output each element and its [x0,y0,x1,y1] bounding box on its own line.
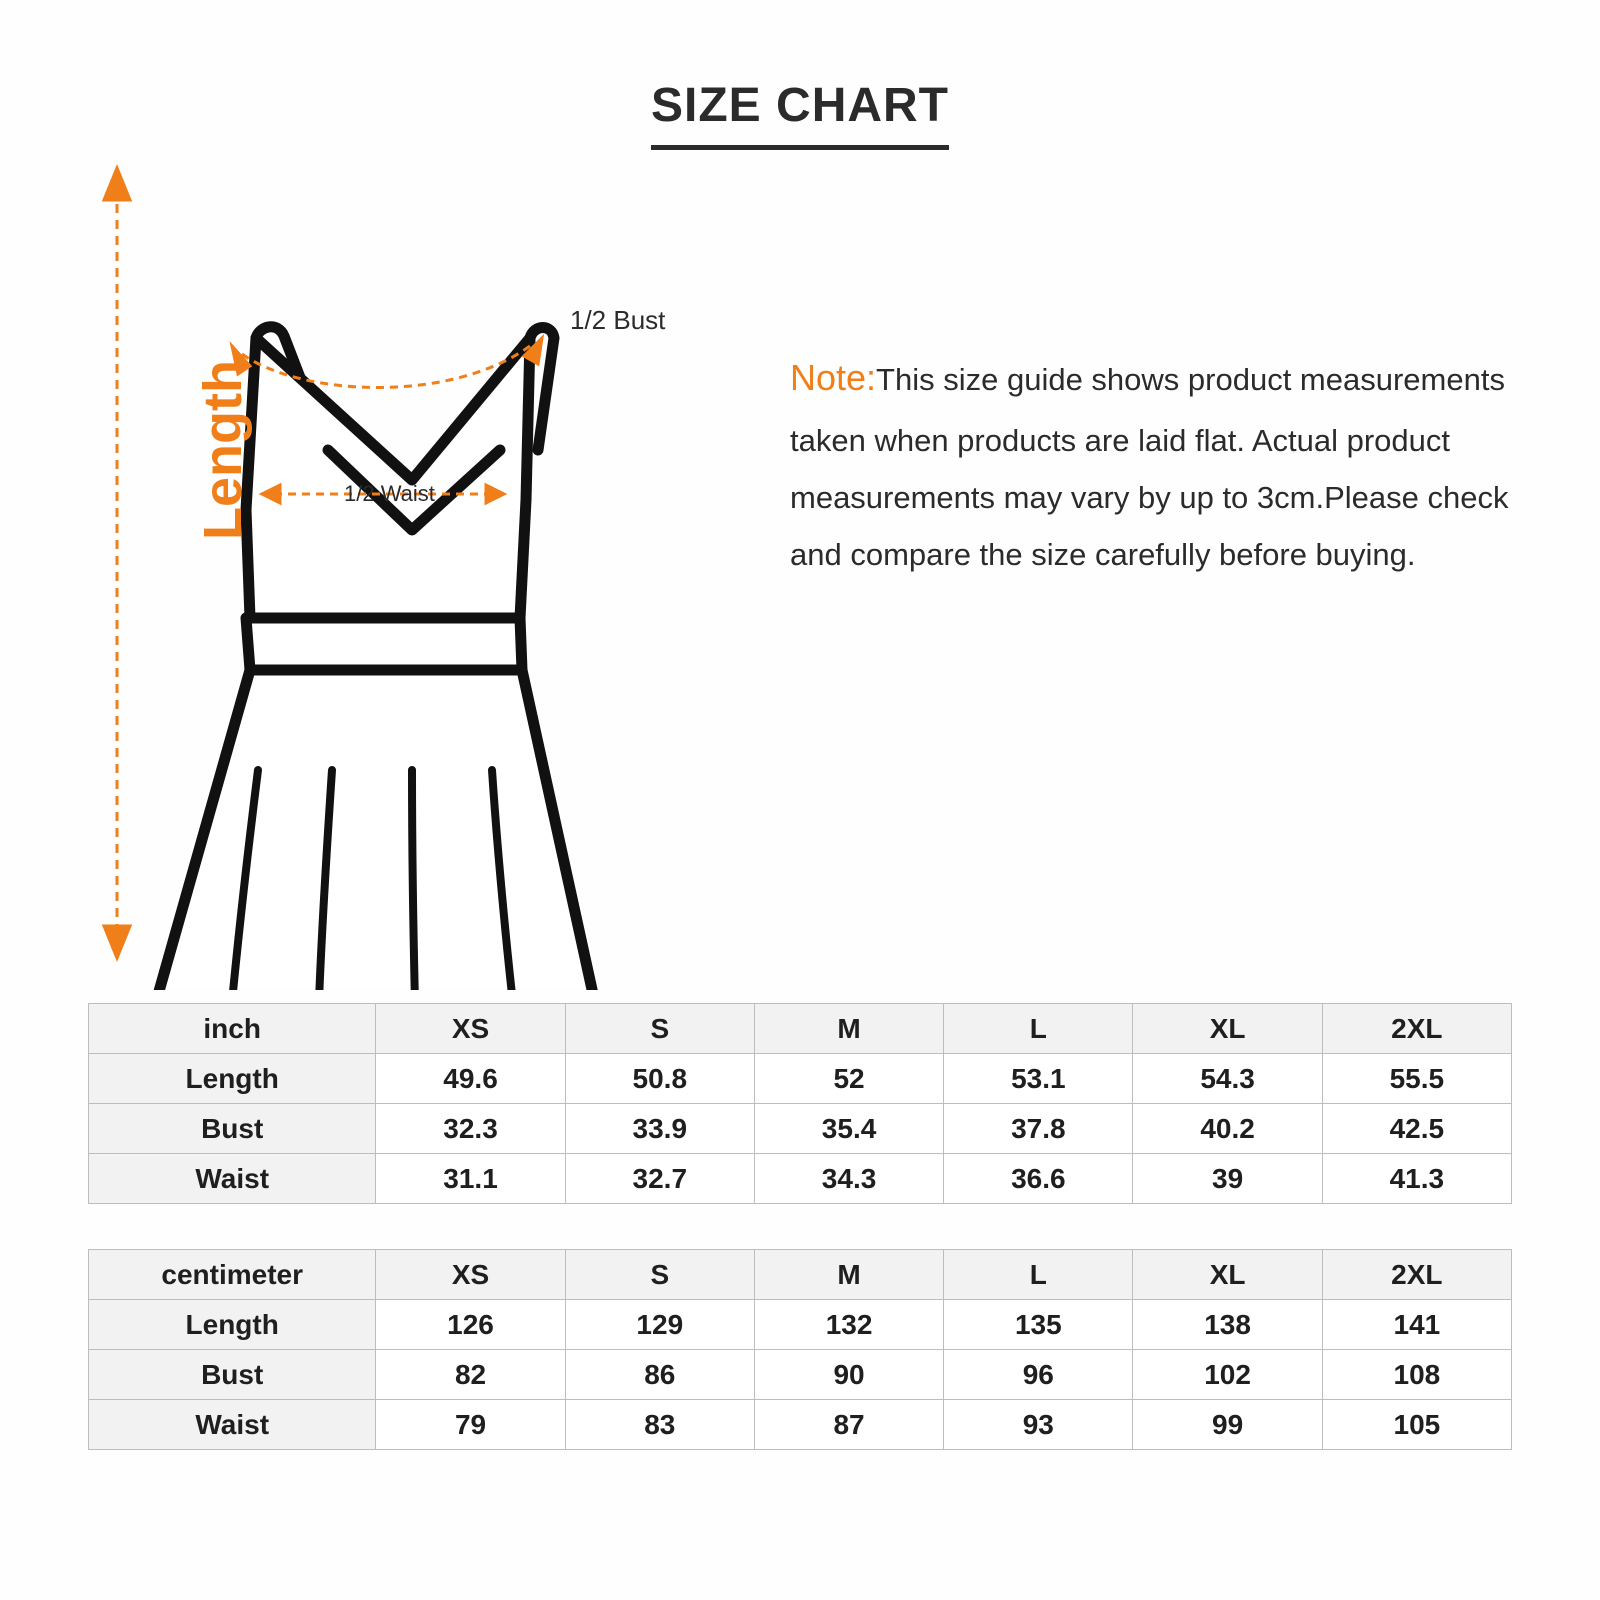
page-title-container [0,78,1600,150]
cell-waist-l: 36.6 [944,1154,1133,1204]
cell-waist-m: 34.3 [754,1154,943,1204]
column-header-s: S [565,1250,754,1300]
cell-bust-m: 90 [754,1350,943,1400]
cell-bust-l: 96 [944,1350,1133,1400]
column-header-s: S [565,1004,754,1054]
cell-bust-xl: 102 [1133,1350,1322,1400]
cell-bust-2xl: 42.5 [1322,1104,1511,1154]
table-row [89,1154,1512,1204]
column-header-unit: inch [89,1004,376,1054]
column-header-xs: XS [376,1004,565,1054]
cell-waist-xs: 79 [376,1400,565,1450]
row-label-bust: Bust [89,1104,376,1154]
cell-bust-s: 86 [565,1350,754,1400]
cell-length-2xl: 55.5 [1322,1054,1511,1104]
row-label-waist: Waist [89,1154,376,1204]
cell-length-2xl: 141 [1322,1300,1511,1350]
length-arrow-icon [104,168,130,958]
cell-length-xs: 126 [376,1300,565,1350]
column-header-l: L [944,1250,1133,1300]
cell-length-m: 52 [754,1054,943,1104]
column-header-m: M [754,1004,943,1054]
size-table-inch [88,1003,1512,1204]
column-header-l: L [944,1004,1133,1054]
table-row [89,1400,1512,1450]
cell-length-l: 135 [944,1300,1133,1350]
cell-bust-l: 37.8 [944,1104,1133,1154]
column-header-2xl: 2XL [1322,1250,1511,1300]
cell-length-m: 132 [754,1300,943,1350]
cell-waist-2xl: 41.3 [1322,1154,1511,1204]
table-row [89,1054,1512,1104]
row-label-waist: Waist [89,1400,376,1450]
cell-waist-l: 93 [944,1400,1133,1450]
column-header-m: M [754,1250,943,1300]
bust-label: 1/2 Bust [570,305,666,335]
column-header-xs: XS [376,1250,565,1300]
cell-length-s: 129 [565,1300,754,1350]
table-row [89,1104,1512,1154]
cell-bust-xl: 40.2 [1133,1104,1322,1154]
column-header-unit: centimeter [89,1250,376,1300]
note-block [790,345,1520,584]
cell-length-xl: 138 [1133,1300,1322,1350]
row-label-length: Length [89,1300,376,1350]
note-heading: Note: [790,357,877,398]
cell-length-xl: 54.3 [1133,1054,1322,1104]
size-table-centimeter [88,1249,1512,1450]
table-row [89,1350,1512,1400]
page-title: SIZE CHART [651,78,949,150]
cell-bust-xs: 82 [376,1350,565,1400]
column-header-2xl: 2XL [1322,1004,1511,1054]
column-header-xl: XL [1133,1250,1322,1300]
cell-length-xs: 49.6 [376,1054,565,1104]
note-body: This size guide shows product measurements taken when products are laid flat. Actual product measurements may vary by up to 3cm.Please check and compare the size carefully before buying. [790,362,1509,573]
dress-illustration [60,150,760,990]
cell-waist-s: 83 [565,1400,754,1450]
length-label: Length [193,360,253,540]
waist-label: 1/2 Waist [344,481,435,506]
cell-waist-s: 32.7 [565,1154,754,1204]
cell-bust-s: 33.9 [565,1104,754,1154]
cell-waist-m: 87 [754,1400,943,1450]
dress-svg [60,150,760,990]
cell-bust-2xl: 108 [1322,1350,1511,1400]
table-header-row [89,1250,1512,1300]
row-label-bust: Bust [89,1350,376,1400]
cell-waist-2xl: 105 [1322,1400,1511,1450]
cell-waist-xs: 31.1 [376,1154,565,1204]
row-label-length: Length [89,1054,376,1104]
cell-waist-xl: 99 [1133,1400,1322,1450]
table-header-row [89,1004,1512,1054]
table-row [89,1300,1512,1350]
column-header-xl: XL [1133,1004,1322,1054]
cell-bust-m: 35.4 [754,1104,943,1154]
cell-waist-xl: 39 [1133,1154,1322,1204]
cell-length-l: 53.1 [944,1054,1133,1104]
cell-bust-xs: 32.3 [376,1104,565,1154]
cell-length-s: 50.8 [565,1054,754,1104]
